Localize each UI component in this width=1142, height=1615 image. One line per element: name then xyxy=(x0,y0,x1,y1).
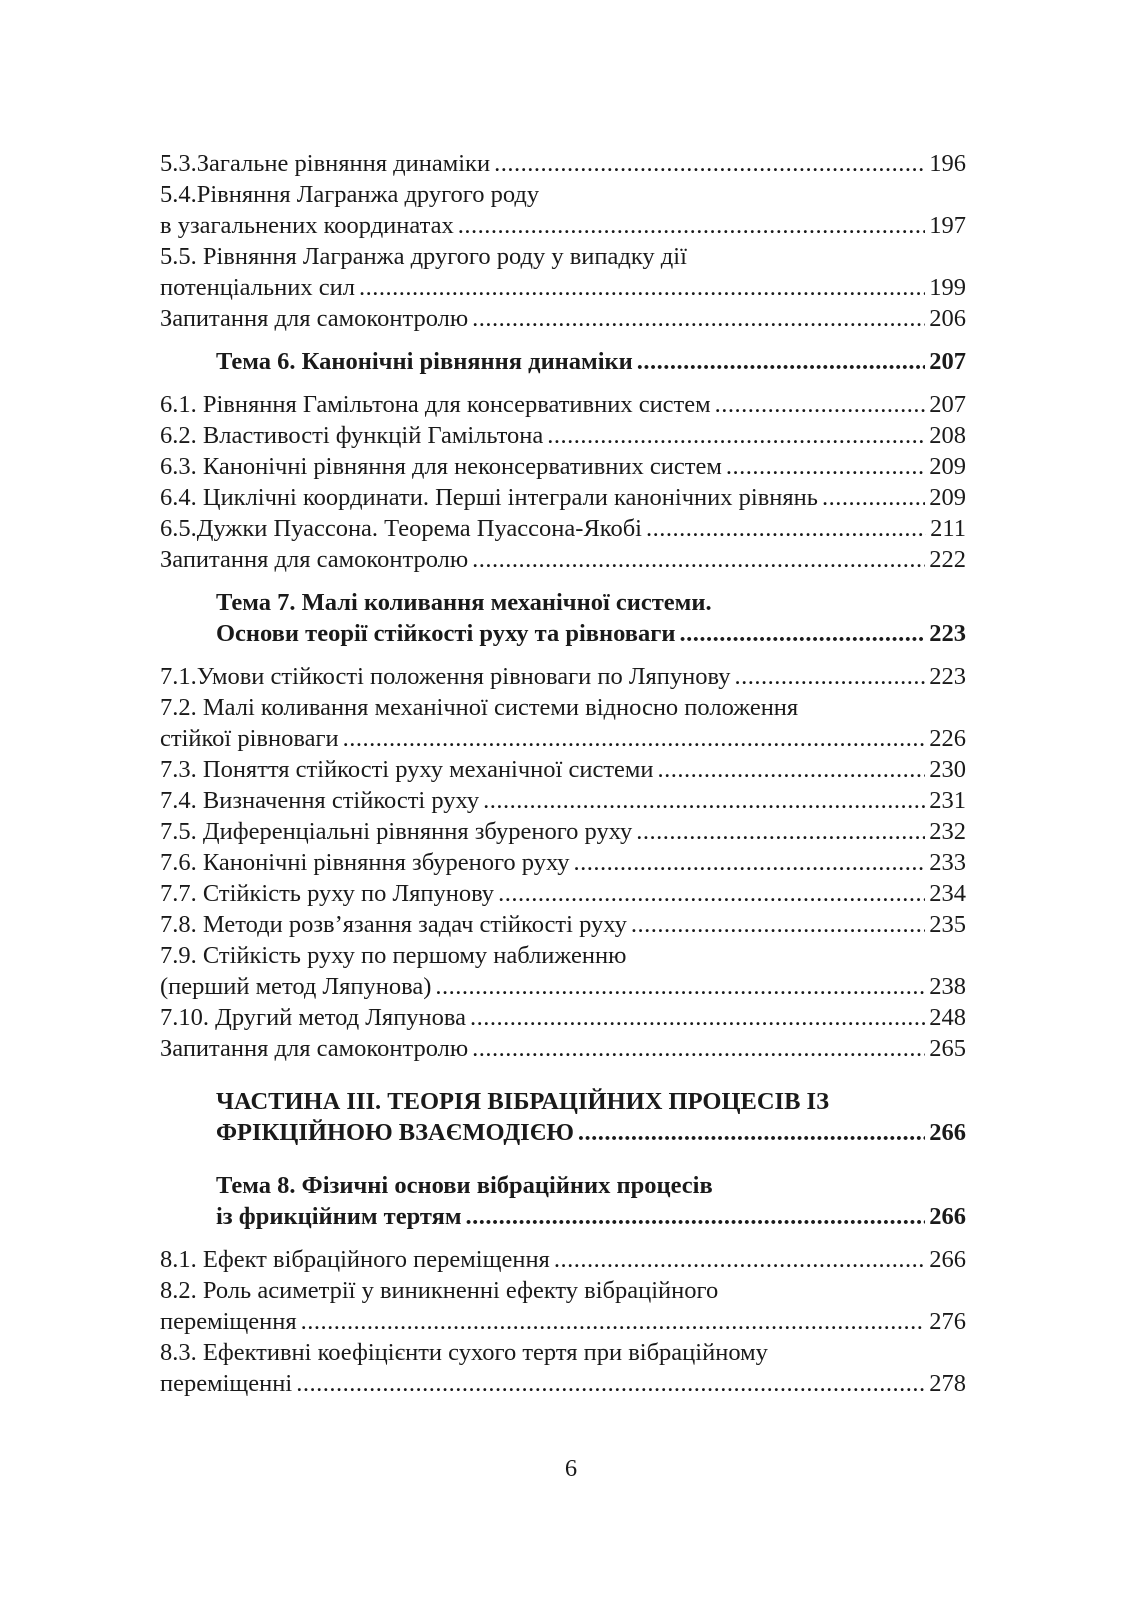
dot-leader xyxy=(631,909,925,940)
toc-line xyxy=(216,346,966,377)
toc-page-number: 197 xyxy=(929,212,966,239)
dot-leader xyxy=(658,754,926,785)
dot-leader xyxy=(637,346,925,377)
toc-line xyxy=(160,723,966,754)
toc-line xyxy=(160,940,966,971)
toc-line xyxy=(160,179,966,210)
toc-entry-title: 7.7. Стійкість руху по Ляпунову xyxy=(160,880,495,907)
toc-entry xyxy=(160,389,966,420)
dot-leader xyxy=(359,272,925,303)
toc-entry xyxy=(160,420,966,451)
toc-entry xyxy=(160,1033,966,1064)
dot-leader xyxy=(636,816,925,847)
toc-entry-title: 7.1.Умови стійкості положення рівноваги по Ляпунову xyxy=(160,663,731,690)
toc-entry-title: 6.5.Дужки Пуассона. Теорема Пуассона-Якобі xyxy=(160,515,642,542)
page-number: 6 xyxy=(564,1455,578,1482)
toc-entry-title: потенціальних сил xyxy=(160,274,355,301)
toc-entry xyxy=(160,1086,966,1148)
dot-leader xyxy=(458,210,925,241)
dot-leader xyxy=(494,148,925,179)
toc-entry xyxy=(160,451,966,482)
toc-entry-title: 7.9. Стійкість руху по першому наближенню xyxy=(160,942,627,969)
toc-entry xyxy=(160,513,966,544)
toc-entry xyxy=(160,1002,966,1033)
toc-entry xyxy=(160,785,966,816)
toc-entry xyxy=(160,544,966,575)
toc-entry-title: 7.8. Методи розв’язання задач стійкості руху xyxy=(160,911,627,938)
toc-line xyxy=(160,241,966,272)
dot-leader xyxy=(466,1201,926,1232)
toc-page-number: 196 xyxy=(929,150,966,177)
toc-entry xyxy=(160,303,966,334)
dot-leader xyxy=(296,1368,925,1399)
dot-leader xyxy=(472,303,925,334)
toc-line xyxy=(160,847,966,878)
toc-entry-title: Запитання для самоконтролю xyxy=(160,1035,469,1062)
toc-entry-title: переміщення xyxy=(160,1308,297,1335)
toc-entry-title: 7.2. Малі коливання механічної системи відносно положення xyxy=(160,694,799,721)
toc-entry xyxy=(160,692,966,754)
toc-line xyxy=(160,420,966,451)
dot-leader xyxy=(472,1033,925,1064)
toc-line xyxy=(160,148,966,179)
toc-entry-title: 6.4. Циклічні координати. Перші інтеграли канонічних рівнянь xyxy=(160,484,818,511)
toc-page-number: 265 xyxy=(929,1035,966,1062)
toc-line xyxy=(160,210,966,241)
toc-line xyxy=(160,816,966,847)
toc-page-number: 233 xyxy=(929,849,966,876)
toc-line xyxy=(160,785,966,816)
toc-page-number: 266 xyxy=(929,1119,966,1146)
dot-leader xyxy=(470,1002,925,1033)
toc-line xyxy=(160,1368,966,1399)
dot-leader xyxy=(735,661,926,692)
toc-entry xyxy=(160,1244,966,1275)
toc-entry-title: в узагальнених координатах xyxy=(160,212,454,239)
toc-entry-title: Основи теорії стійкості руху та рівноваги xyxy=(216,620,676,647)
toc-line xyxy=(160,692,966,723)
toc-entry-title: (перший метод Ляпунова) xyxy=(160,973,432,1000)
toc-page-number: 207 xyxy=(929,391,966,418)
dot-leader xyxy=(301,1306,926,1337)
dot-leader xyxy=(822,482,925,513)
toc-entry-title: 6.3. Канонічні рівняння для неконсервативних систем xyxy=(160,453,722,480)
toc-page-number: 206 xyxy=(929,305,966,332)
toc-line xyxy=(160,544,966,575)
toc-line xyxy=(216,1201,966,1232)
toc-entry-title: Запитання для самоконтролю xyxy=(160,546,469,573)
toc-entry-title: 5.4.Рівняння Лагранжа другого роду xyxy=(160,181,540,208)
toc-entry-title: стійкої рівноваги xyxy=(160,725,339,752)
toc-line xyxy=(160,513,966,544)
toc-page-number: 211 xyxy=(930,515,966,542)
toc-page-number: 223 xyxy=(929,663,966,690)
toc-entry-title: Тема 8. Фізичні основи вібраційних процесів xyxy=(216,1172,713,1199)
toc-entry xyxy=(160,661,966,692)
dot-leader xyxy=(472,544,925,575)
toc-line xyxy=(160,1033,966,1064)
dot-leader xyxy=(646,513,926,544)
dot-leader xyxy=(715,389,926,420)
toc-line xyxy=(216,618,966,649)
toc-entry xyxy=(160,241,966,303)
toc-line xyxy=(160,1306,966,1337)
toc-entry-title: 7.4. Визначення стійкості руху xyxy=(160,787,480,814)
toc-line xyxy=(160,1244,966,1275)
toc-entry-title: 8.1. Ефект вібраційного переміщення xyxy=(160,1246,550,1273)
toc-entry-title: 7.5. Диференціальні рівняння збуреного руху xyxy=(160,818,633,845)
toc-entry xyxy=(160,754,966,785)
toc-entry-title: 7.3. Поняття стійкості руху механічної системи xyxy=(160,756,654,783)
toc-line xyxy=(216,1117,966,1148)
toc-line xyxy=(216,587,966,618)
toc-entry-title: 5.3.Загальне рівняння динаміки xyxy=(160,150,491,177)
toc-entry xyxy=(160,1170,966,1232)
dot-leader xyxy=(726,451,925,482)
toc-page-number: 235 xyxy=(929,911,966,938)
toc-entry xyxy=(160,482,966,513)
toc-page-number: 266 xyxy=(929,1246,966,1273)
toc-line xyxy=(160,1002,966,1033)
toc-page-number: 248 xyxy=(929,1004,966,1031)
toc-entry xyxy=(160,148,966,179)
toc-entry-title: ФРІКЦІЙНОЮ ВЗАЄМОДІЄЮ xyxy=(216,1119,574,1146)
toc-entry xyxy=(160,1275,966,1337)
toc-page-number: 276 xyxy=(929,1308,966,1335)
dot-leader xyxy=(483,785,925,816)
toc-line xyxy=(160,754,966,785)
toc-entry-title: 5.5. Рівняння Лагранжа другого роду у випадку дії xyxy=(160,243,687,270)
toc-entry-title: 7.10. Другий метод Ляпунова xyxy=(160,1004,467,1031)
toc-line xyxy=(160,878,966,909)
toc-entry-title: ЧАСТИНА ІІІ. ТЕОРІЯ ВІБРАЦІЙНИХ ПРОЦЕСІВ ІЗ xyxy=(216,1088,830,1115)
toc-entry xyxy=(160,587,966,649)
toc-line xyxy=(216,1170,966,1201)
toc-page-number: 222 xyxy=(929,546,966,573)
toc-entry xyxy=(160,909,966,940)
toc-entry-title: Запитання для самоконтролю xyxy=(160,305,469,332)
toc-line xyxy=(160,272,966,303)
toc-entry-title: із фрикційним тертям xyxy=(216,1203,462,1230)
toc-page-number: 223 xyxy=(929,620,966,647)
toc-page-number: 231 xyxy=(929,787,966,814)
toc-page-number: 278 xyxy=(929,1370,966,1397)
toc-line xyxy=(216,1086,966,1117)
dot-leader xyxy=(554,1244,925,1275)
dot-leader xyxy=(547,420,925,451)
toc-line xyxy=(160,451,966,482)
toc-entry xyxy=(160,346,966,377)
toc-page-number: 266 xyxy=(929,1203,966,1230)
dot-leader xyxy=(435,971,925,1002)
toc-entry xyxy=(160,940,966,1002)
toc-line xyxy=(160,389,966,420)
toc-entry-title: 6.1. Рівняння Гамільтона для консервативних систем xyxy=(160,391,711,418)
toc-entry-title: 8.2. Роль асиметрії у виникненні ефекту вібраційного xyxy=(160,1277,719,1304)
toc-page-number: 230 xyxy=(929,756,966,783)
toc-line xyxy=(160,482,966,513)
toc-line xyxy=(160,909,966,940)
toc-entry-title: 8.3. Ефективні коефіцієнти сухого тертя при вібраційному xyxy=(160,1339,768,1366)
dot-leader xyxy=(574,847,926,878)
toc-entry xyxy=(160,1337,966,1399)
toc-page-number: 226 xyxy=(929,725,966,752)
toc-page-number: 199 xyxy=(929,274,966,301)
toc-page-number: 207 xyxy=(929,348,966,375)
table-of-contents xyxy=(160,148,966,1399)
dot-leader xyxy=(680,618,926,649)
toc-entry-title: 6.2. Властивості функцій Гамільтона xyxy=(160,422,544,449)
dot-leader xyxy=(578,1117,925,1148)
toc-line xyxy=(160,661,966,692)
toc-page-number: 209 xyxy=(929,453,966,480)
toc-entry-title: Тема 6. Канонічні рівняння динаміки xyxy=(216,348,633,375)
toc-page-number: 209 xyxy=(929,484,966,511)
toc-line xyxy=(160,1275,966,1306)
toc-page-number: 238 xyxy=(929,973,966,1000)
toc-line xyxy=(160,303,966,334)
toc-line xyxy=(160,1337,966,1368)
dot-leader xyxy=(498,878,925,909)
toc-page-number: 234 xyxy=(929,880,966,907)
toc-entry xyxy=(160,847,966,878)
toc-entry xyxy=(160,816,966,847)
toc-entry-title: переміщенні xyxy=(160,1370,293,1397)
toc-entry xyxy=(160,878,966,909)
toc-entry-title: Тема 7. Малі коливання механічної системи. xyxy=(216,589,712,616)
toc-line xyxy=(160,971,966,1002)
toc-entry xyxy=(160,179,966,241)
toc-entry-title: 7.6. Канонічні рівняння збуреного руху xyxy=(160,849,570,876)
dot-leader xyxy=(343,723,926,754)
toc-page-number: 232 xyxy=(929,818,966,845)
toc-page-number: 208 xyxy=(929,422,966,449)
